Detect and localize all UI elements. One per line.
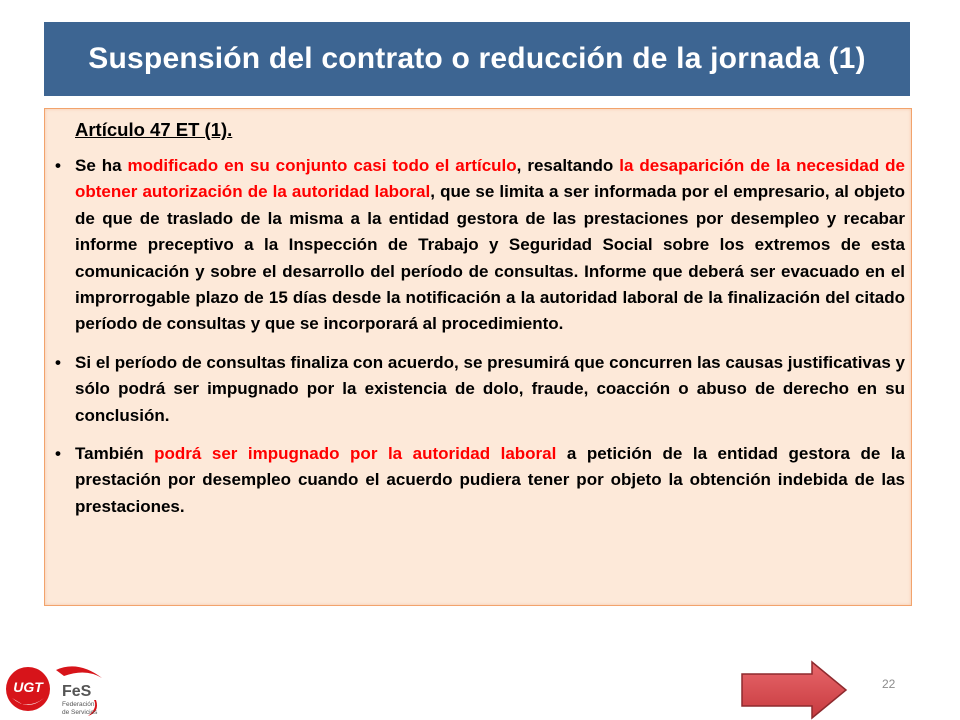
bullet-list [55, 153, 906, 520]
fes-swoosh [56, 666, 102, 678]
bullet-dot: • [55, 352, 61, 372]
highlighted-text: podrá ser impugnado por la autoridad laboral [154, 444, 557, 464]
bullet-item [55, 350, 905, 429]
title-bar [44, 22, 910, 96]
bullet-item [55, 441, 905, 520]
bullet-item [55, 153, 906, 338]
servicios-text: de Servicios [62, 709, 98, 716]
body-text: , que se limita a ser informada por el empresario, al objeto de que de traslado de la misma a la entidad gestora de las prestaciones por desempleo y recabar informe preceptivo a la Inspección de Trabajo y Seguridad Social sobre los extremos de esta comunicación y sobre el desarrollo del período de consultas. Informe que deberá ser evacuado en el improrrogable plazo de 15 días desde la notificación a la autoridad laboral de la finalización del citado período de consultas y que se incorporará al procedimiento. [75, 182, 906, 334]
ugt-logo-text: UGT [13, 679, 43, 695]
right-arrow-icon[interactable] [740, 660, 848, 720]
body-text: a petición de la entidad gestora de la prestación por desempleo cuando el acuerdo pudiera tener por objeto la obtención indebida de las prestaciones. [75, 444, 905, 516]
article-heading: Artículo 47 ET (1). [75, 119, 233, 140]
highlighted-text: modificado en su conjunto casi todo el artículo [127, 156, 517, 175]
slide-title: Suspensión del contrato o reducción de la jornada (1) [88, 42, 866, 75]
ugt-fes-logo [4, 660, 124, 718]
body-text: , resaltando [516, 156, 620, 175]
right-arrow-shape[interactable] [742, 662, 846, 718]
body-text: También [75, 444, 155, 464]
page-number: 22 [882, 677, 896, 691]
bullet-dot: • [55, 444, 61, 464]
federacion-text: Federación [62, 701, 95, 708]
body-text: Si el período de consultas finaliza con acuerdo, se presumirá que concurren las causas justificativas y sólo podrá ser impugnado por la existencia de dolo, fraude, coacción o abuso de derecho en su conclusión. [75, 352, 905, 425]
body-text: Se ha [75, 156, 128, 175]
bullet-dot: • [55, 156, 61, 175]
highlighted-text: la desaparición de la necesidad de obtener autorización de la autoridad laboral [75, 156, 905, 202]
fes-logo-text: FeS [62, 683, 92, 700]
content-box [44, 108, 912, 606]
